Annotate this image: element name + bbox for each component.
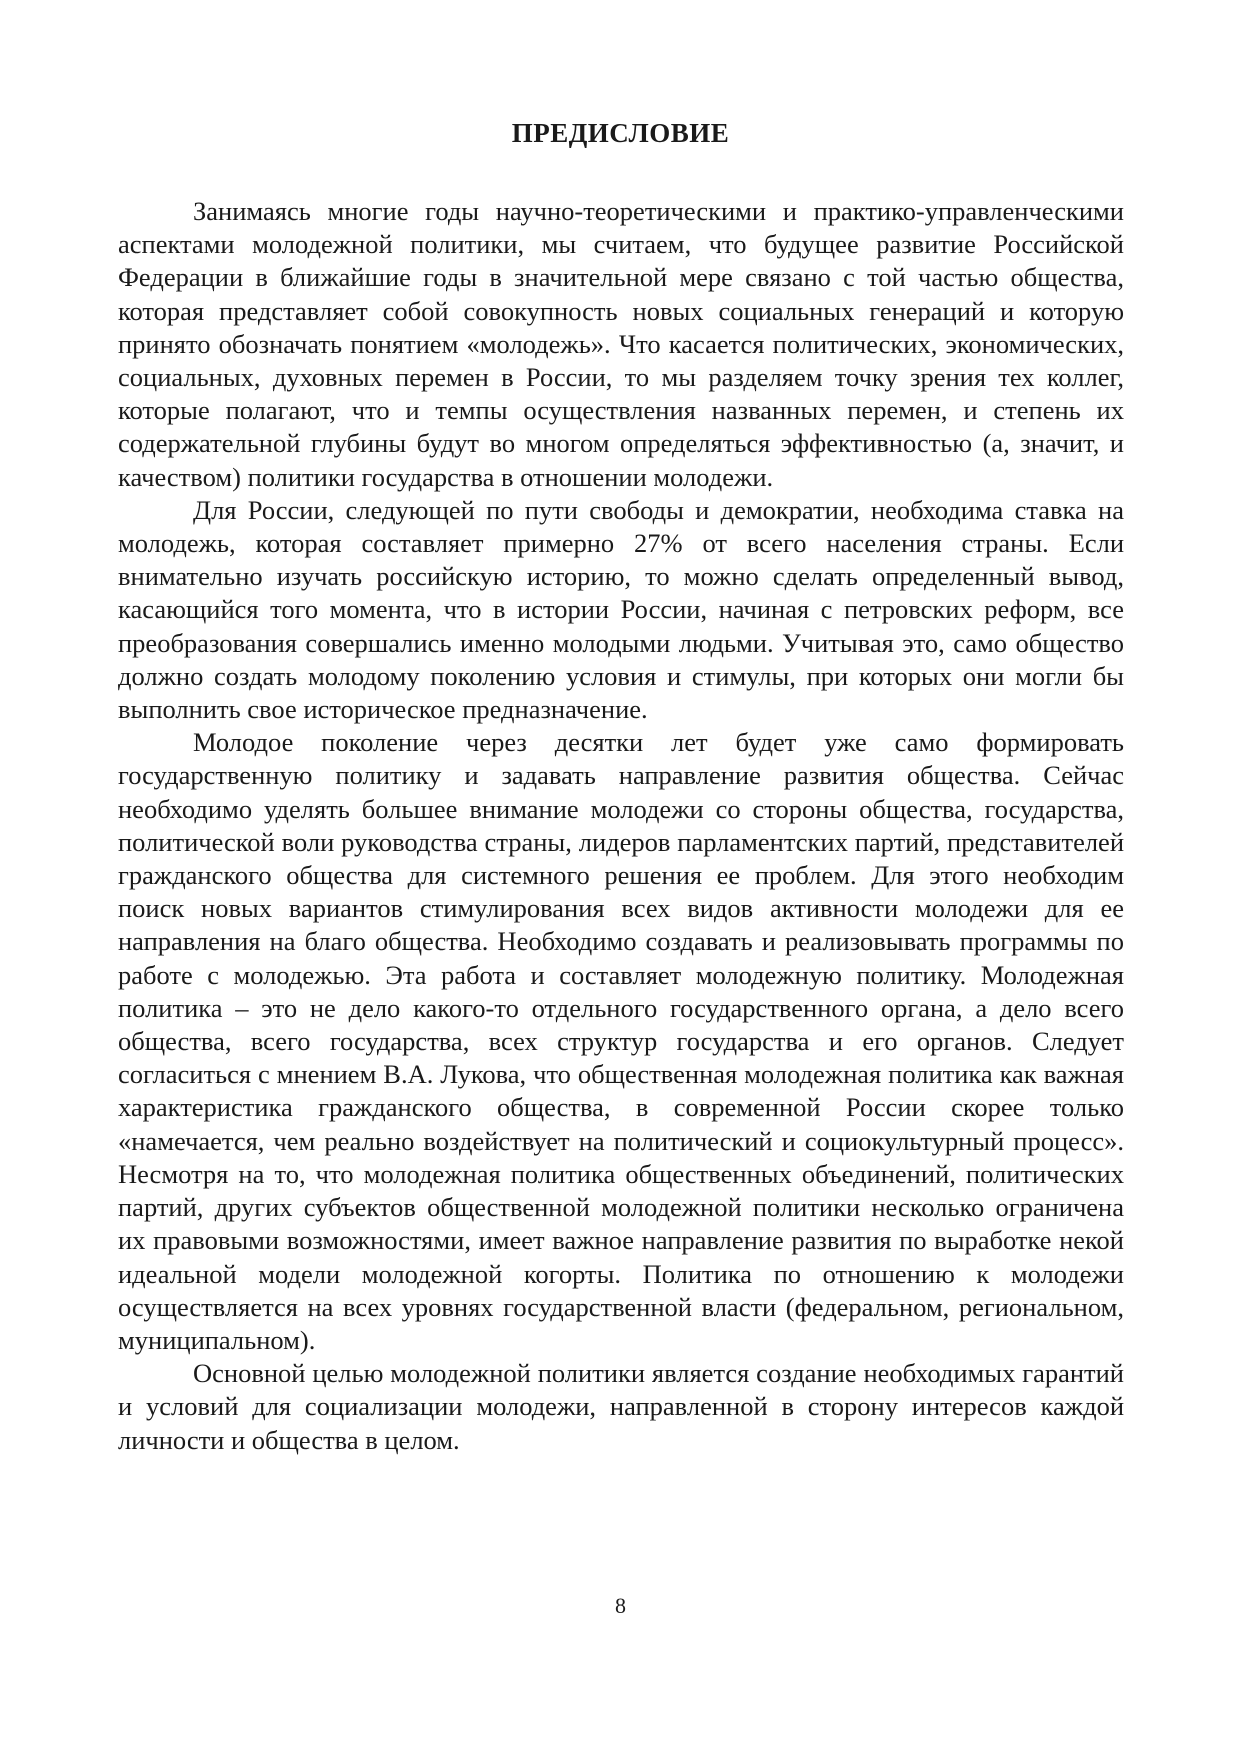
page-number: 8 — [615, 1593, 626, 1618]
body-text — [118, 195, 1124, 1457]
paragraph-4: Основной целью молодежной политики является создание необходимых гарантий и условий для социализации молодежи, направленной в сторону интересов каждой личности и общества в целом. — [118, 1358, 1124, 1455]
paragraph-2: Для России, следующей по пути свободы и демократии, необходима ставка на молодежь, которая составляет примерно 27% от всего населения страны. Если внимательно изучать российскую историю, то можно сделать определенный вывод, касающийся того момента, что в истории России, начиная с петровских реформ, все преобразования совершались именно молодыми людьми. Учитывая это, само общество должно создать молодому поколению условия и стимулы, при которых они могли бы выполнить свое историческое предназначение. — [118, 494, 1124, 725]
paragraph-1: Занимаясь многие годы научно-теоретическими и практико-управленческими аспектами молодежной политики, мы считаем, что будущее развитие Российской Федерации в ближайшие годы в значительной мере связано с той частью общества, которая представляет собой совокупность новых социальных генераций и которую принято обозначать понятием «молодежь». Что касается политических, экономических, социальных, духовных перемен в России, то мы разделяем точку зрения тех коллег, которые полагают, что и темпы осуществления названных перемен, и степень их содержательной глубины будут во многом определяться эффективностью (а, значит, и качеством) политики государства в отношении молодежи. — [118, 196, 1124, 492]
paragraph-3: Молодое поколение через десятки лет будет уже само формировать государственную политику и задавать направление развития общества. Сейчас необходимо уделять большее внимание молодежи со стороны общества, государства, политической воли руководства страны, лидеров парламентских партий, представителей гражданского общества для системного решения ее проблем. Для этого необходим поиск новых вариантов стимулирования всех видов активности молодежи для ее направления на благо общества. Необходимо создавать и реализовывать программы по работе с молодежью. Эта работа и составляет молодежную политику. Молодежная политика – это не дело какого-то отдельного государственного органа, а дело всего общества, всего государства, всех структур государства и его органов. Следует согласиться с мнением В.А. Лукова, что общественная молодежная политика как важная характеристика гражданского общества, в современной России скорее только «намечается, чем реально воздействует на политический и социокультурный процесс». Несмотря на то, что молодежная политика общественных объединений, политических партий, других субъектов общественной молодежной политики несколько ограничена их правовыми возможностями, имеет важное направление развития по выработке некой идеальной модели молодежной когорты. Политика по отношению к молодежи осуществляется на всех уровнях государственной власти (федеральном, региональном, муниципальном). — [118, 727, 1124, 1355]
page-title: ПРЕДИСЛОВИЕ — [511, 118, 730, 148]
